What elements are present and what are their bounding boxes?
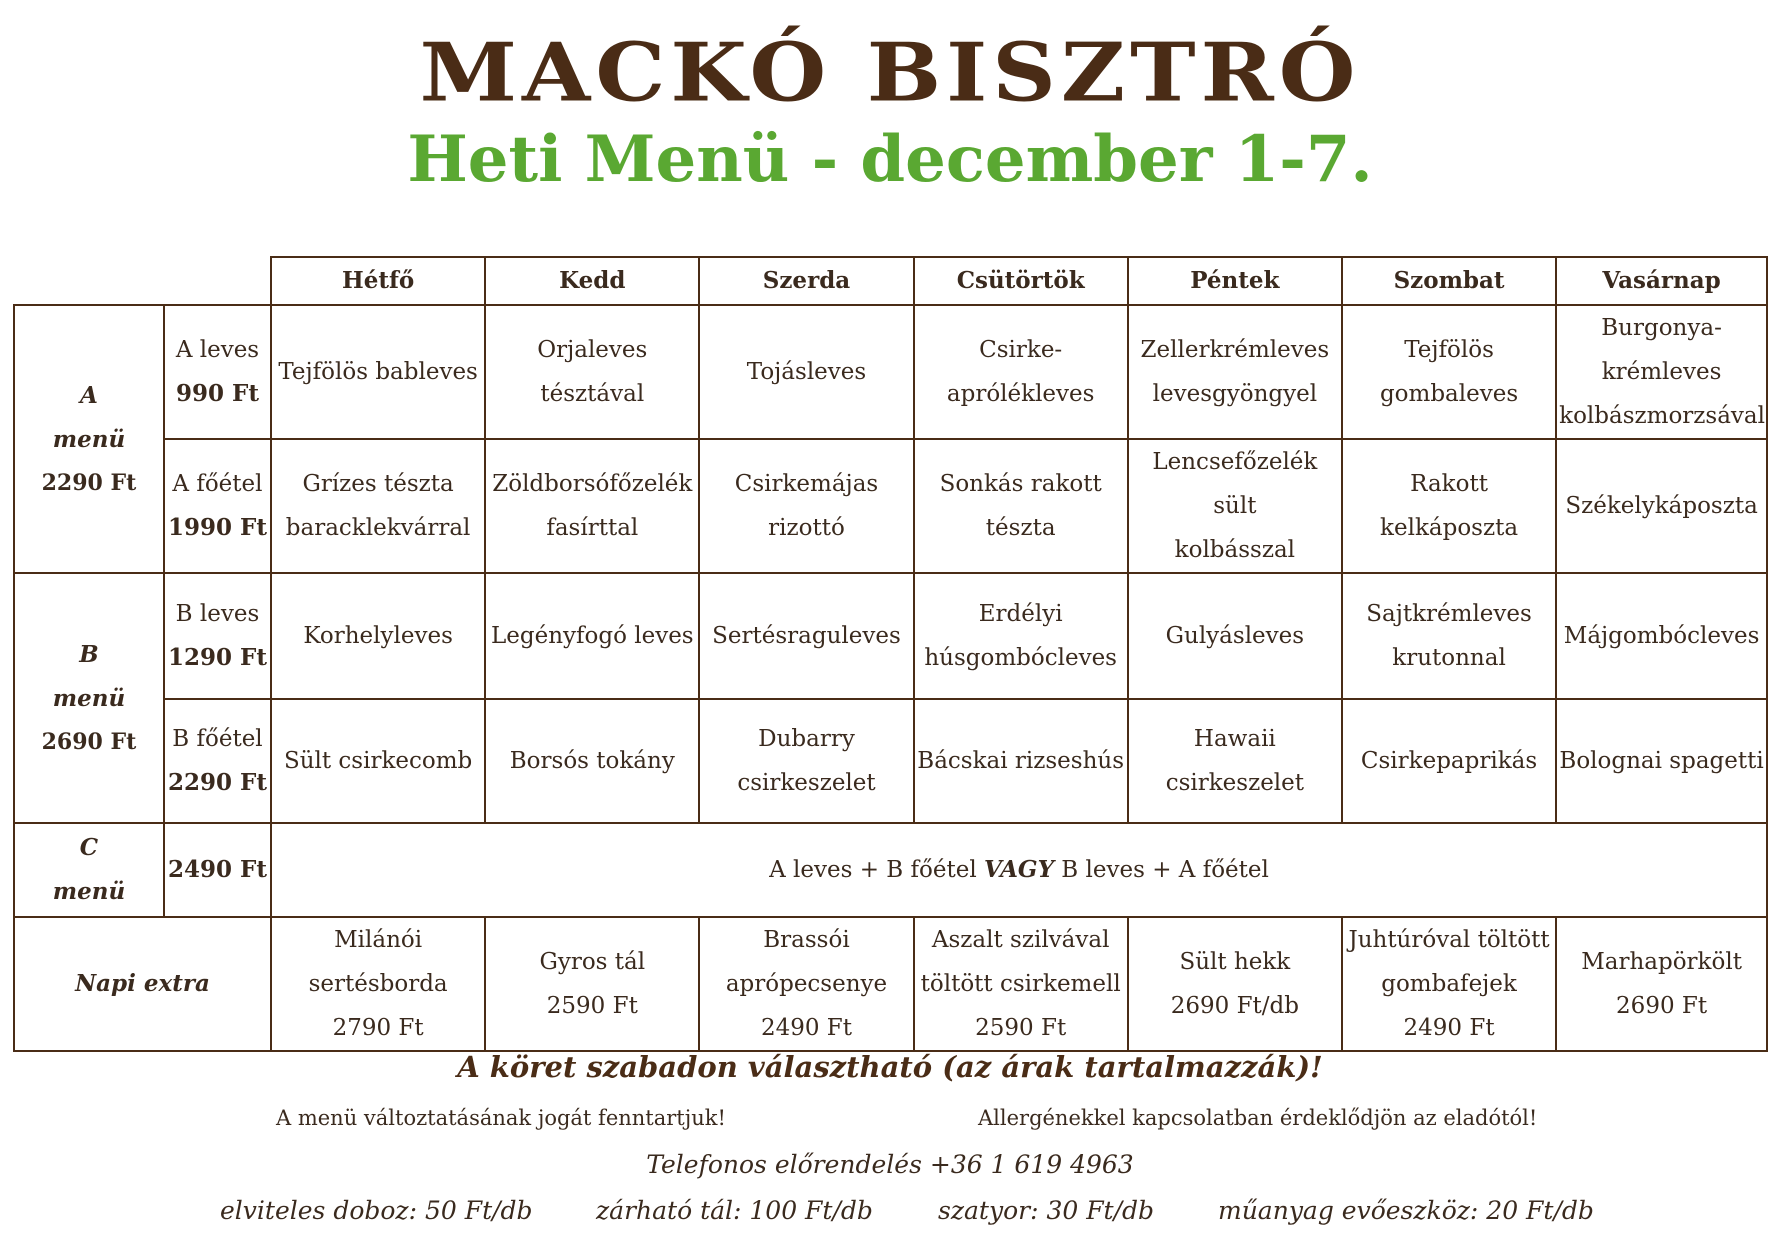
fee-plastic-cutlery: műanyag evőeszköz: 20 Ft/db (1218, 1196, 1594, 1225)
dish-cell (1128, 573, 1342, 699)
c-menu-or: VAGY (984, 856, 1054, 883)
dish-line: fasírttal (546, 515, 639, 541)
dish-line: Tejfölös bableves (278, 359, 478, 385)
extra-dish-cell (914, 917, 1128, 1051)
day-header: Péntek (1128, 257, 1342, 305)
dish-line: Csirke- (979, 337, 1063, 363)
dish-line: 2690 Ft (1616, 993, 1708, 1019)
dish-cell (699, 573, 913, 699)
dish-line: Rakott (1410, 471, 1488, 497)
c-menu-description (271, 823, 1767, 917)
dish-line: Milánói (334, 927, 423, 953)
c-menu-option-1: A leves + B főétel (769, 857, 985, 883)
c-menu-letter: C (79, 834, 99, 861)
b-main-price: 2290 Ft (167, 769, 267, 796)
dish-line: Orjaleves tésztával (537, 337, 648, 407)
c-menu-row (14, 823, 1767, 917)
a-main-row (14, 439, 1767, 573)
b-main-label-text: B főétel (172, 726, 263, 752)
dish-line: Zöldborsófőzelék (492, 471, 693, 497)
a-menu-word: menü (52, 426, 126, 453)
day-header-row (14, 257, 1767, 305)
header-empty-cell (14, 257, 271, 305)
a-menu-label (14, 305, 164, 573)
dish-line: Marhapörkölt (1581, 949, 1742, 975)
b-menu-price: 2690 Ft (41, 729, 137, 755)
dish-line: Csirkemájas (734, 471, 879, 497)
fee-bag: szatyor: 30 Ft/db (938, 1196, 1155, 1225)
dish-line: 2490 Ft (760, 1015, 852, 1041)
dish-line: 2590 Ft (546, 993, 638, 1019)
dish-cell (914, 699, 1128, 823)
a-soup-label (164, 305, 271, 439)
allergen-note: Allergénekkel kapcsolatban érdeklődjön az eladótól! (978, 1106, 1538, 1130)
dish-line: Sajtkrémleves (1366, 601, 1532, 627)
b-menu-letter: B (79, 641, 99, 668)
dish-line: tészta (985, 515, 1056, 541)
dish-line: csirkeszelet (1165, 770, 1305, 796)
dish-line: Sült csirkecomb (283, 748, 473, 774)
dish-line: baracklekvárral (285, 515, 471, 541)
dish-cell (271, 439, 485, 573)
dish-line: krutonnal (1392, 645, 1506, 671)
dish-line: Korhelyleves (303, 623, 453, 649)
dish-cell (485, 573, 699, 699)
dish-line: Aszalt szilvával (931, 927, 1110, 953)
dish-cell (1128, 305, 1342, 439)
dish-line: kolbászmorzsával (1559, 403, 1765, 429)
b-main-row (14, 699, 1767, 823)
a-main-price: 1990 Ft (167, 514, 267, 541)
menu-subtitle: Heti Menü - december 1-7. (407, 122, 1373, 197)
dish-line: Grízes tészta (302, 471, 454, 497)
dish-line: Hawaii (1193, 726, 1276, 752)
side-dish-note: A köret szabadon választható (az árak tartalmazzák)! (457, 1050, 1323, 1084)
fee-lockable-dish: zárható tál: 100 Ft/db (596, 1196, 873, 1225)
dish-line: gombaleves (1379, 381, 1519, 407)
extra-dish-cell (1556, 917, 1767, 1051)
dish-line: Sertésraguleves (712, 623, 901, 649)
dish-line: Lencsefőzelék sült (1152, 449, 1318, 519)
dish-line: Juhtúróval töltött (1348, 927, 1550, 953)
weekly-menu-table (13, 256, 1768, 1052)
dish-cell (1342, 439, 1556, 573)
b-main-label (164, 699, 271, 823)
c-menu-price: 2490 Ft (164, 823, 271, 917)
dish-line: levesgyöngyel (1152, 381, 1318, 407)
dish-cell (1556, 573, 1767, 699)
daily-extra-label: Napi extra (14, 917, 271, 1051)
restaurant-title: MACKÓ BISZTRÓ (419, 24, 1361, 120)
a-menu-price: 2290 Ft (41, 470, 137, 496)
b-soup-label (164, 573, 271, 699)
dish-cell (485, 305, 699, 439)
day-header: Szombat (1342, 257, 1556, 305)
dish-line: Gulyásleves (1165, 623, 1305, 649)
dish-line: Dubarry (758, 726, 855, 752)
dish-cell (271, 305, 485, 439)
dish-line: Legényfogó leves (490, 623, 694, 649)
dish-cell (1342, 573, 1556, 699)
dish-cell (271, 573, 485, 699)
dish-cell (1342, 699, 1556, 823)
dish-line: kolbásszal (1174, 537, 1296, 563)
fee-takeaway-box: elviteles doboz: 50 Ft/db (220, 1196, 533, 1225)
dish-line: rizottó (768, 515, 845, 541)
phone-preorder: Telefonos előrendelés +36 1 619 4963 (646, 1150, 1134, 1179)
dish-cell (1556, 699, 1767, 823)
dish-line: Székelykáposzta (1565, 493, 1758, 519)
dish-line: 2790 Ft (332, 1015, 424, 1041)
dish-cell (699, 439, 913, 573)
dish-line: 2690 Ft/db (1170, 993, 1299, 1019)
extra-dish-cell (271, 917, 485, 1051)
b-soup-row (14, 573, 1767, 699)
dish-line: Sült hekk (1179, 949, 1291, 975)
dish-line: Tojásleves (746, 359, 867, 385)
extra-dish-cell (1128, 917, 1342, 1051)
dish-line: Tejfölös (1404, 337, 1494, 363)
day-header: Szerda (699, 257, 913, 305)
extra-row (14, 917, 1767, 1051)
dish-line: töltött csirkemell (920, 971, 1121, 997)
dish-cell (1342, 305, 1556, 439)
a-soup-label-text: A leves (175, 337, 260, 363)
dish-line: Brassói (763, 927, 850, 953)
dish-line: gombafejek (1381, 971, 1517, 997)
dish-cell (699, 699, 913, 823)
dish-line: csirkeszelet (737, 770, 876, 796)
dish-line: Sonkás rakott (939, 471, 1102, 497)
a-soup-price: 990 Ft (175, 380, 259, 407)
change-note: A menü változtatásának jogát fenntartjuk! (276, 1106, 726, 1130)
extra-dish-cell (1342, 917, 1556, 1051)
dish-line: Zellerkrémleves (1140, 337, 1330, 363)
day-header: Csütörtök (914, 257, 1128, 305)
dish-cell (1128, 439, 1342, 573)
extra-dish-cell (699, 917, 913, 1051)
dish-cell (699, 305, 913, 439)
dish-line: Burgonya- (1601, 315, 1722, 341)
dish-cell (1128, 699, 1342, 823)
dish-line: Erdélyi (978, 601, 1063, 627)
dish-cell (485, 439, 699, 573)
dish-line: aprólékleves (946, 381, 1095, 407)
a-menu-letter: A (80, 382, 98, 409)
b-menu-label (14, 573, 164, 823)
dish-line: húsgombócleves (924, 645, 1117, 671)
dish-line: kelkáposzta (1380, 515, 1519, 541)
day-header: Vasárnap (1556, 257, 1767, 305)
a-main-label-text: A főétel (172, 471, 263, 497)
dish-cell (1556, 439, 1767, 573)
dish-line: Bácskai rizseshús (917, 748, 1125, 774)
dish-cell (914, 573, 1128, 699)
dish-line: Gyros tál (539, 949, 646, 975)
dish-line: krémleves (1601, 359, 1722, 385)
day-header: Hétfő (271, 257, 485, 305)
c-menu-option-2: B leves + A főétel (1053, 857, 1269, 883)
b-soup-label-text: B leves (175, 601, 260, 627)
dish-line: 2590 Ft (975, 1015, 1067, 1041)
dish-line: Csirkepaprikás (1360, 748, 1538, 774)
b-soup-price: 1290 Ft (167, 644, 267, 671)
dish-cell (1556, 305, 1767, 439)
a-main-label (164, 439, 271, 573)
dish-cell (914, 439, 1128, 573)
dish-line: Borsós tokány (509, 748, 675, 774)
day-header: Kedd (485, 257, 699, 305)
c-menu-label (14, 823, 164, 917)
c-menu-word: menü (52, 878, 126, 905)
extra-dish-cell (485, 917, 699, 1051)
dish-line: sertésborda (308, 971, 448, 997)
dish-line: aprópecsenye (725, 971, 888, 997)
dish-cell (485, 699, 699, 823)
b-menu-word: menü (52, 685, 126, 712)
a-soup-row (14, 305, 1767, 439)
dish-cell (914, 305, 1128, 439)
dish-cell (271, 699, 485, 823)
dish-line: Bolognai spagetti (1559, 748, 1764, 774)
dish-line: 2490 Ft (1403, 1015, 1495, 1041)
dish-line: Májgombócleves (1563, 623, 1760, 649)
